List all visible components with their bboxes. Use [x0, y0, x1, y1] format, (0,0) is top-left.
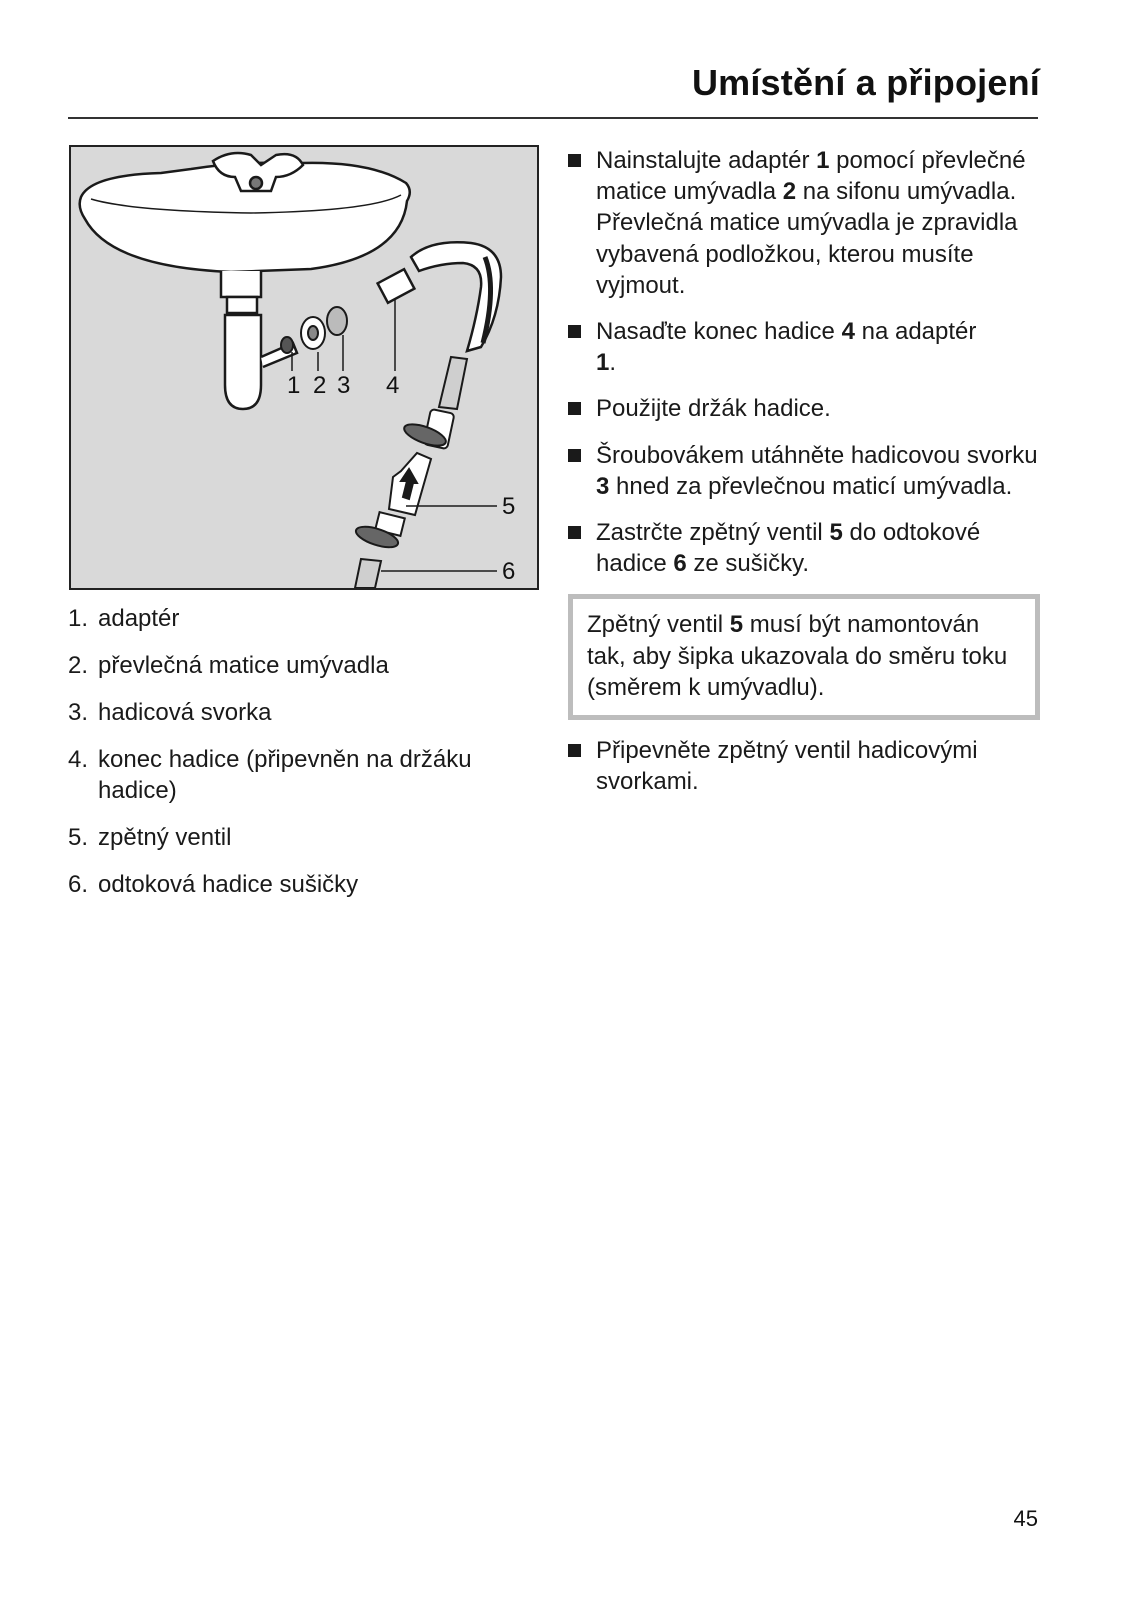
legend-item — [68, 697, 538, 728]
legend-number: 2. — [68, 652, 89, 679]
legend-number: 4. — [68, 746, 89, 773]
step-use-holder: Použijte držák hadice. — [568, 393, 1046, 424]
square-bullet-icon — [568, 154, 581, 167]
square-bullet-icon — [568, 325, 581, 338]
callout-3: 3 — [337, 372, 351, 399]
legend-item — [68, 744, 538, 806]
step-insert-valve: Zastrčte zpětný ventil 5 do odtokové hadice 6 ze sušičky. — [568, 517, 1046, 579]
valve-orientation-note: Zpětný ventil 5 musí být namontován tak, aby šipka ukazovala do směru toku (směrem k umývadlu). — [568, 594, 1040, 720]
installation-figure — [69, 145, 539, 590]
callout-1: 1 — [287, 372, 301, 399]
legend-text: konec hadice (připevněn na držáku hadice) — [98, 746, 472, 804]
square-bullet-icon — [568, 526, 581, 539]
legend-number: 3. — [68, 699, 89, 726]
legend-item — [68, 869, 538, 900]
step-install-adapter: Nainstalujte adaptér 1 pomocí převlečné matice umývadla 2 na sifonu umývadla. Převlečná matice umývadla je zpravidla vybavená podložkou, kterou musíte vyjmout. — [568, 145, 1046, 301]
step-attach-hose: Nasaďte konec hadice 4 na adaptér 1. — [568, 316, 1046, 378]
legend-text: hadicová svorka — [98, 699, 272, 726]
sink-hose-illustration — [71, 147, 537, 588]
legend-text: odtoková hadice sušičky — [98, 871, 359, 898]
legend-text: zpětný ventil — [98, 824, 232, 851]
callout-6: 6 — [502, 558, 516, 585]
step-sub-note: Převlečná matice umývadla je zpravidla vybavená podložkou, kterou musíte vyjmout. — [596, 209, 1018, 299]
header-rule — [68, 117, 1038, 119]
callout-4: 4 — [386, 372, 400, 399]
hose-and-valve — [354, 357, 467, 588]
legend-text: převlečná matice umývadla — [98, 652, 389, 679]
page-title: Umístění a připojení — [691, 62, 1040, 103]
step-tighten-clamp: Šroubovákem utáhněte hadicovou svorku 3 hned za převlečnou maticí umývadla. — [568, 440, 1046, 502]
step-fasten-valve: Připevněte zpětný ventil hadicovými svorkami. — [568, 735, 1046, 797]
hose-holder — [378, 242, 501, 351]
legend-text: adaptér — [98, 605, 180, 632]
legend-number: 1. — [68, 605, 89, 632]
legend-number: 6. — [68, 871, 89, 898]
callout-2: 2 — [313, 372, 327, 399]
square-bullet-icon — [568, 744, 581, 757]
legend-item — [68, 650, 538, 681]
legend-item — [68, 822, 538, 853]
page-number: 45 — [1013, 1506, 1038, 1531]
legend-item — [68, 603, 538, 634]
legend-number: 5. — [68, 824, 89, 851]
figure-legend — [68, 603, 538, 916]
square-bullet-icon — [568, 402, 581, 415]
square-bullet-icon — [568, 449, 581, 462]
instruction-steps — [568, 145, 1046, 812]
callout-5: 5 — [502, 493, 516, 520]
adapter-parts — [281, 307, 347, 353]
